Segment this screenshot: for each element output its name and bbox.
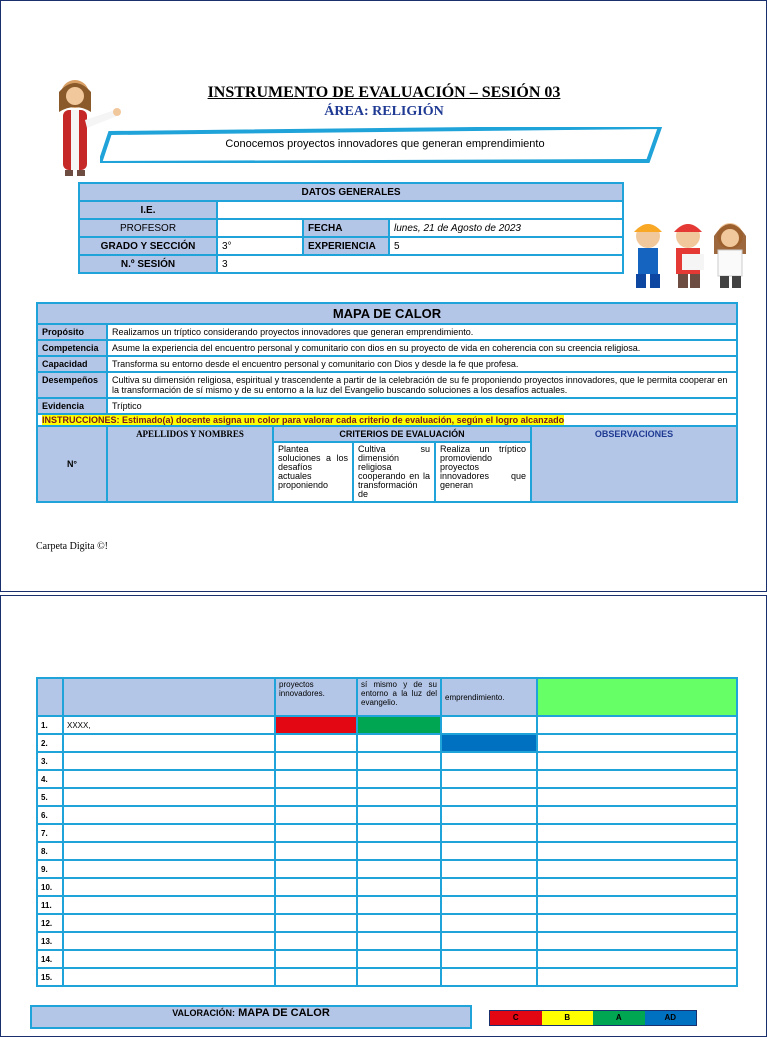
legend-item-b: B: [542, 1011, 594, 1025]
criterion-2-rating-cell[interactable]: [357, 734, 441, 752]
criterion-1-rating-cell[interactable]: [275, 914, 357, 932]
fecha-value[interactable]: lunes, 21 de Agosto de 2023: [389, 219, 623, 237]
criterion-3-rating-cell[interactable]: [441, 914, 537, 932]
criterion-1-rating-cell[interactable]: [275, 932, 357, 950]
row-number: 6.: [37, 806, 63, 824]
criterion-3-rating-cell[interactable]: [441, 806, 537, 824]
table-row: [37, 824, 737, 842]
row-number: 14.: [37, 950, 63, 968]
criterion-2-cont: sí mismo y de su entorno a la luz del evangelio.: [357, 678, 441, 716]
criterion-3-rating-cell[interactable]: [441, 932, 537, 950]
student-name-cell[interactable]: [63, 824, 275, 842]
criterion-1-rating-cell[interactable]: [275, 788, 357, 806]
row-number: 8.: [37, 842, 63, 860]
criterion-1-rating-cell[interactable]: [275, 716, 357, 734]
criterion-3-rating-cell[interactable]: [441, 824, 537, 842]
competencia-label: Competencia: [37, 340, 107, 356]
table-row: [37, 950, 737, 968]
criterion-1-cont: proyectos innovadores.: [275, 678, 357, 716]
criterion-2-rating-cell[interactable]: [357, 770, 441, 788]
criterion-3-rating-cell[interactable]: [441, 968, 537, 986]
criterion-2-rating-cell[interactable]: [357, 932, 441, 950]
student-name-cell[interactable]: XXXX,: [63, 716, 275, 734]
grado-label: GRADO Y SECCIÓN: [79, 237, 217, 255]
criterion-3-rating-cell[interactable]: [441, 860, 537, 878]
criterion-1-rating-cell[interactable]: [275, 896, 357, 914]
col-names-header: APELLIDOS Y NOMBRES: [107, 426, 273, 502]
row-number: 1.: [37, 716, 63, 734]
observaciones-header-cell: [537, 678, 737, 716]
criterion-3-rating-cell[interactable]: [441, 878, 537, 896]
criterion-2-rating-cell[interactable]: [357, 914, 441, 932]
row-number: 3.: [37, 752, 63, 770]
header-names-cell: [63, 678, 275, 716]
criterion-3-rating-cell[interactable]: [441, 788, 537, 806]
student-name-cell[interactable]: [63, 752, 275, 770]
criterion-1-rating-cell[interactable]: [275, 950, 357, 968]
fecha-label: FECHA: [303, 219, 389, 237]
student-name-cell[interactable]: [63, 734, 275, 752]
observaciones-cell[interactable]: [537, 896, 737, 914]
observaciones-cell[interactable]: [537, 734, 737, 752]
table-row: [37, 968, 737, 986]
proposito-text: Realizamos un tríptico considerando proyectos innovadores que generan emprendimiento.: [107, 324, 737, 340]
session-subtitle: Conocemos proyectos innovadores que generan emprendimiento: [225, 138, 545, 150]
student-name-cell[interactable]: [63, 770, 275, 788]
sesion-value[interactable]: 3: [217, 255, 623, 273]
row-number: 2.: [37, 734, 63, 752]
row-number: 11.: [37, 896, 63, 914]
legend-item-a: A: [593, 1011, 645, 1025]
table-row: [37, 896, 737, 914]
competencia-text: Asume la experiencia del encuentro personal y comunitario con dios en su proyecto de vida en coherencia con su creencia religiosa.: [107, 340, 737, 356]
datos-generales-title: DATOS GENERALES: [79, 183, 623, 201]
table-row: [37, 914, 737, 932]
datos-generales-table: [78, 182, 624, 274]
observaciones-cell[interactable]: [537, 842, 737, 860]
sesion-label: N.º SESIÓN: [79, 255, 217, 273]
row-number: 4.: [37, 770, 63, 788]
criterion-2-rating-cell[interactable]: [357, 968, 441, 986]
observaciones-cell[interactable]: [537, 968, 737, 986]
table-row: [37, 734, 737, 752]
legend-item-ad: AD: [645, 1011, 697, 1025]
student-name-cell[interactable]: [63, 932, 275, 950]
table-row: [37, 932, 737, 950]
table-row: [37, 752, 737, 770]
observaciones-cell[interactable]: [537, 932, 737, 950]
criterion-2-rating-cell[interactable]: [357, 950, 441, 968]
table-row: [37, 860, 737, 878]
criterion-3-rating-cell[interactable]: [441, 734, 537, 752]
criterion-1-rating-cell[interactable]: [275, 842, 357, 860]
criterion-2-rating-cell[interactable]: [357, 788, 441, 806]
criterion-2-rating-cell[interactable]: [357, 842, 441, 860]
valoracion-prefix: VALORACIÓN:: [172, 1008, 236, 1018]
footer-text: Carpeta Digita ©!: [36, 541, 109, 552]
criterion-1: Plantea soluciones a los desafíos actuales proponiendo: [273, 442, 353, 502]
criterion-3-rating-cell[interactable]: [441, 716, 537, 734]
legend-item-c: C: [490, 1011, 542, 1025]
observaciones-cell[interactable]: [537, 716, 737, 734]
criterion-1-rating-cell[interactable]: [275, 770, 357, 788]
observaciones-cell[interactable]: [537, 752, 737, 770]
evidencia-label: Evidencia: [37, 398, 107, 414]
instructions-text: INSTRUCCIONES: Estimado(a) docente asigna un color para valorar cada criterio de evaluación, según el logro alcanzado: [42, 415, 565, 425]
criterion-1-rating-cell[interactable]: [275, 860, 357, 878]
student-name-cell[interactable]: [63, 914, 275, 932]
criterion-1-rating-cell[interactable]: [275, 734, 357, 752]
mapa-de-calor-title: MAPA DE CALOR: [37, 303, 737, 324]
criterion-2-rating-cell[interactable]: [357, 878, 441, 896]
criterion-2-rating-cell[interactable]: [357, 860, 441, 878]
observaciones-cell[interactable]: [537, 950, 737, 968]
children-illustration: [628, 210, 753, 292]
row-number: 5.: [37, 788, 63, 806]
criterion-2-rating-cell[interactable]: [357, 824, 441, 842]
observaciones-cell[interactable]: [537, 806, 737, 824]
area-title: ÁREA: RELIGIÓN: [324, 104, 444, 119]
student-name-cell[interactable]: [63, 896, 275, 914]
criterion-2-rating-cell[interactable]: [357, 806, 441, 824]
row-number: 13.: [37, 932, 63, 950]
criterion-3-rating-cell[interactable]: [441, 896, 537, 914]
table-row: [37, 716, 737, 734]
table-row: [37, 842, 737, 860]
experiencia-label: EXPERIENCIA: [303, 237, 389, 255]
criterion-1-rating-cell[interactable]: [275, 968, 357, 986]
desempenos-label: Desempeños: [37, 372, 107, 398]
col-criteria-header: CRITERIOS DE EVALUACIÓN: [273, 426, 531, 442]
criterion-2-rating-cell[interactable]: [357, 896, 441, 914]
students-table: [36, 677, 738, 987]
criterion-3: Realiza un tríptico promoviendo proyectos innovadores que generan: [435, 442, 531, 502]
table-row: [37, 770, 737, 788]
criterion-1-rating-cell[interactable]: [275, 752, 357, 770]
row-number: 9.: [37, 860, 63, 878]
profesor-value[interactable]: [217, 219, 303, 237]
row-number: 10.: [37, 878, 63, 896]
row-number: 7.: [37, 824, 63, 842]
col-observaciones-header: OBSERVACIONES: [531, 426, 737, 502]
criterion-1-rating-cell[interactable]: [275, 806, 357, 824]
ie-label: I.E.: [79, 201, 217, 219]
evidencia-text: Tríptico: [107, 398, 737, 414]
criterion-3-rating-cell[interactable]: [441, 950, 537, 968]
document-title: INSTRUMENTO DE EVALUACIÓN – SESIÓN 03: [207, 84, 561, 101]
valoracion-title: MAPA DE CALOR: [238, 1007, 330, 1019]
criterion-1-rating-cell[interactable]: [275, 824, 357, 842]
ie-value[interactable]: [217, 201, 623, 219]
student-name-cell[interactable]: [63, 878, 275, 896]
table-row: [37, 788, 737, 806]
header-number-cell: [37, 678, 63, 716]
criterion-2-rating-cell[interactable]: [357, 752, 441, 770]
capacidad-label: Capacidad: [37, 356, 107, 372]
experiencia-value[interactable]: 5: [389, 237, 623, 255]
mapa-de-calor-table: [36, 302, 738, 503]
student-name-cell[interactable]: [63, 788, 275, 806]
profesor-label: PROFESOR: [79, 219, 217, 237]
observaciones-cell[interactable]: [537, 788, 737, 806]
criterion-3-rating-cell[interactable]: [441, 770, 537, 788]
grado-value[interactable]: 3°: [217, 237, 303, 255]
desempenos-text: Cultiva su dimensión religiosa, espiritual y trascendente a partir de la celebración de su fe proponiendo proyectos innovadores, que le permita cooperar en la transformación de sí mismo y de su entorno a la luz del Evangelio buscando soluciones a los desafíos actuales.: [107, 372, 737, 398]
student-name-cell[interactable]: [63, 950, 275, 968]
observaciones-cell[interactable]: [537, 770, 737, 788]
proposito-label: Propósito: [37, 324, 107, 340]
col-number-header: N°: [37, 426, 107, 502]
criterion-1-rating-cell[interactable]: [275, 878, 357, 896]
criterion-2: Cultiva su dimensión religiosa cooperando en la transformación de: [353, 442, 435, 502]
student-name-cell[interactable]: [63, 860, 275, 878]
valoracion-bar: [30, 1005, 472, 1029]
student-name-cell[interactable]: [63, 842, 275, 860]
observaciones-cell[interactable]: [537, 860, 737, 878]
criterion-3-rating-cell[interactable]: [441, 842, 537, 860]
student-name-cell[interactable]: [63, 968, 275, 986]
criterion-3-cont: emprendimiento.: [441, 678, 537, 716]
row-number: 15.: [37, 968, 63, 986]
criterion-2-rating-cell[interactable]: [357, 716, 441, 734]
criterion-3-rating-cell[interactable]: [441, 752, 537, 770]
observaciones-cell[interactable]: [537, 824, 737, 842]
row-number: 12.: [37, 914, 63, 932]
capacidad-text: Transforma su entorno desde el encuentro personal y comunitario con Dios y desde la fe que profesa.: [107, 356, 737, 372]
table-row: [37, 878, 737, 896]
observaciones-cell[interactable]: [537, 878, 737, 896]
table-row: [37, 806, 737, 824]
student-name-cell[interactable]: [63, 806, 275, 824]
observaciones-cell[interactable]: [537, 914, 737, 932]
